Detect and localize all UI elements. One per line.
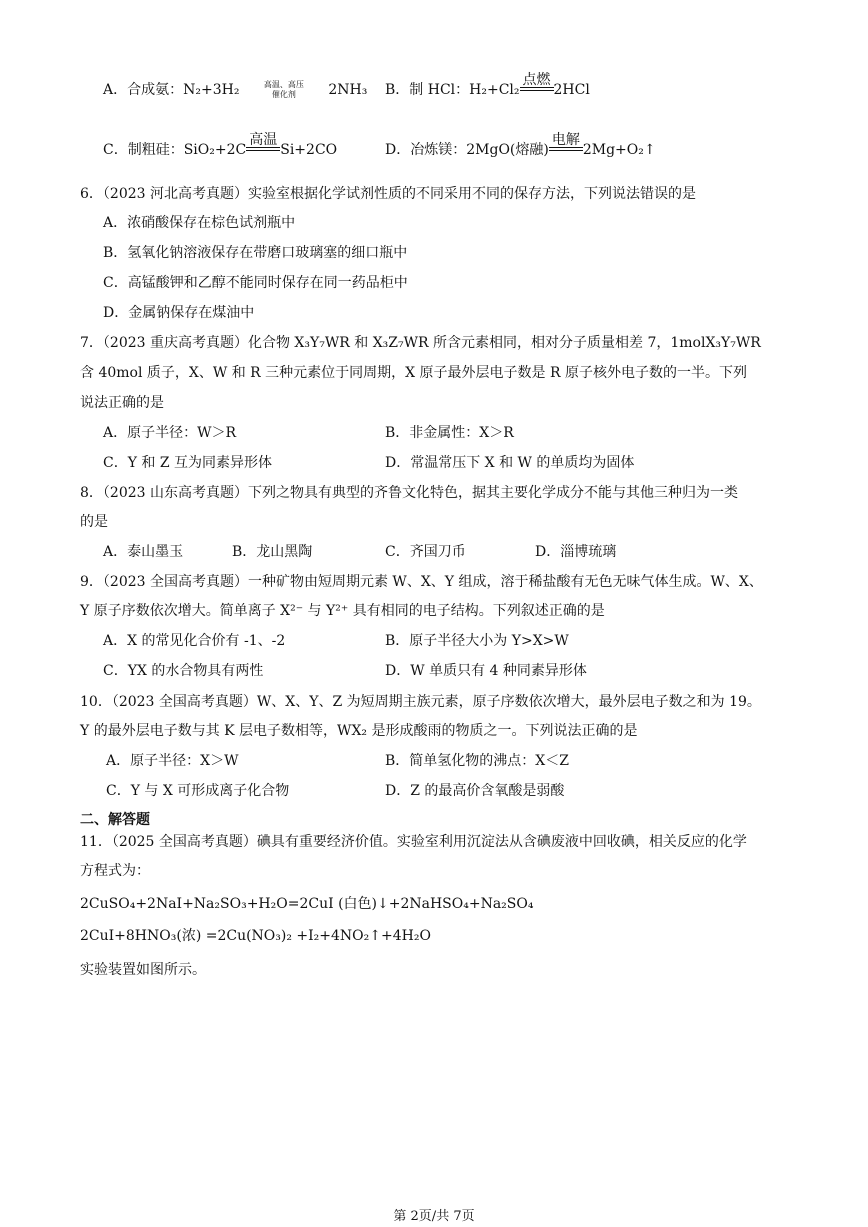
q7-option-a: A．原子半径：W＞R [103,425,237,441]
q10-option-d: D．Z 的最高价含氧酸是弱酸 [385,783,565,799]
q5-d-right: 2Mg+O₂↑ [582,142,656,158]
q8-stem-line1: 8．（2023 山东高考真题）下列之物具有典型的齐鲁文化特色，据其主要化学成分不能与其他三种归为一类 [80,485,738,501]
q8-stem-line2: 的是 [80,514,108,530]
q5-b-cond-top: 点燃 [522,72,551,88]
q10-stem-line2: Y 的最外层电子数与其 K 层电子数相等，WX₂ 是形成酸雨的物质之一。下列说法正确的是 [80,723,638,739]
q5-b-right: 2HCl [553,82,590,98]
q7-stem-line2: 含 40mol 质子，X、W 和 R 三种元素位于同周期，X 原子最外层电子数是 R 原子核外电子数的一半。下列 [80,365,748,381]
q11-equation-1: 2CuSO₄+2NaI+Na₂SO₃+H₂O=2CuI (白色)↓+2NaHSO₄+Na₂SO₄ [80,896,534,912]
q5-a-condition [252,80,316,100]
q5-a-label: A．合成氨： [103,82,184,98]
q6-option-a: A．浓硝酸保存在棕色试剂瓶中 [103,215,296,231]
q10-option-c: C．Y 与 X 可形成离子化合物 [106,783,290,799]
q11-stem-line3: 实验装置如图所示。 [80,962,206,978]
q5-c-label: C．制粗硅： [103,142,184,158]
q7-stem-line3: 说法正确的是 [80,395,164,411]
q9-option-a: A．X 的常见化合价有 -1、-2 [103,633,286,649]
q7-option-c: C．Y 和 Z 互为同素异形体 [103,455,273,471]
q5-d-cond-top: 电解 [551,132,580,148]
q9-option-d: D．W 单质只有 4 种同素异形体 [385,663,587,679]
q11-stem-line2: 方程式为： [80,863,150,879]
q8-option-a: A．泰山墨玉 [103,544,184,560]
q5-a-cond-bottom: 催化剂 [271,90,296,99]
q5-d-left: 2MgO(熔融) [466,142,549,158]
q10-option-a: A．原子半径：X＞W [106,753,239,769]
q6-option-c: C．高锰酸钾和乙醇不能同时保存在同一药品柜中 [103,275,408,291]
q5-a-cond-top: 高温、高压 [263,80,304,89]
q5-option-d [385,132,656,160]
q5-d-condition [549,133,583,151]
q6-option-d: D．金属钠保存在煤油中 [103,305,255,321]
q6-option-b: B．氢氧化钠溶液保存在带磨口玻璃塞的细口瓶中 [103,245,408,261]
q5-c-condition [246,133,280,151]
q7-stem-line1: 7．（2023 重庆高考真题）化合物 X₃Y₇WR 和 X₃Z₇WR 所含元素相同，相对分子质量相差 7，1molX₃Y₇WR [80,335,761,351]
page-number: 第 2页/共 7页 [393,1209,475,1224]
q5-option-b [385,72,590,100]
q7-option-b: B．非金属性：X＞R [385,425,514,441]
q5-option-a [103,80,367,100]
q5-b-left: H₂+Cl₂ [469,82,520,98]
q9-stem-line2: Y 原子序数依次增大。简单离子 X²⁻ 与 Y²⁺ 具有相同的电子结构。下列叙述正确的是 [80,603,605,619]
q11-equation-2: 2CuI+8HNO₃(浓) =2Cu(NO₃)₂ +I₂+4NO₂↑+4H₂O [80,928,431,944]
q6-stem: 6．（2023 河北高考真题）实验室根据化学试剂性质的不同采用不同的保存方法，下列说法错误的是 [80,186,696,202]
q8-option-b: B．龙山黑陶 [232,544,313,560]
q5-a-right: 2NH₃ [328,82,368,98]
q10-stem-line1: 10．（2023 全国高考真题）W、X、Y、Z 为短周期主族元素，原子序数依次增大，最外层电子数之和为 19。 [80,694,761,710]
q5-c-right: Si+2CO [280,142,338,158]
q8-option-d: D．淄博琉璃 [535,544,617,560]
q5-c-left: SiO₂+2C [183,142,247,158]
q10-option-b: B．简单氢化物的沸点：X＜Z [385,753,569,769]
q5-b-condition [520,73,554,91]
section-heading: 二、解答题 [80,812,150,828]
q7-option-d: D．常温常压下 X 和 W 的单质均为固体 [385,455,635,471]
q5-c-cond-top: 高温 [249,132,278,148]
q5-a-left: N₂+3H₂ [183,82,240,98]
q11-stem-line1: 11．（2025 全国高考真题）碘具有重要经济价值。实验室利用沉淀法从含碘废液中回收碘，相关反应的化学 [80,834,747,850]
q5-b-label: B．制 HCl： [385,82,470,98]
q5-d-label: D．冶炼镁： [385,142,467,158]
q9-stem-line1: 9．（2023 全国高考真题）一种矿物由短周期元素 W、X、Y 组成，溶于稀盐酸有无色无味气体生成。W、X、 [80,574,763,590]
q9-option-c: C．YX 的水合物具有两性 [103,663,264,679]
q9-option-b: B．原子半径大小为 Y>X>W [385,633,569,649]
q5-option-c [103,132,338,160]
q8-option-c: C．齐国刀币 [385,544,466,560]
